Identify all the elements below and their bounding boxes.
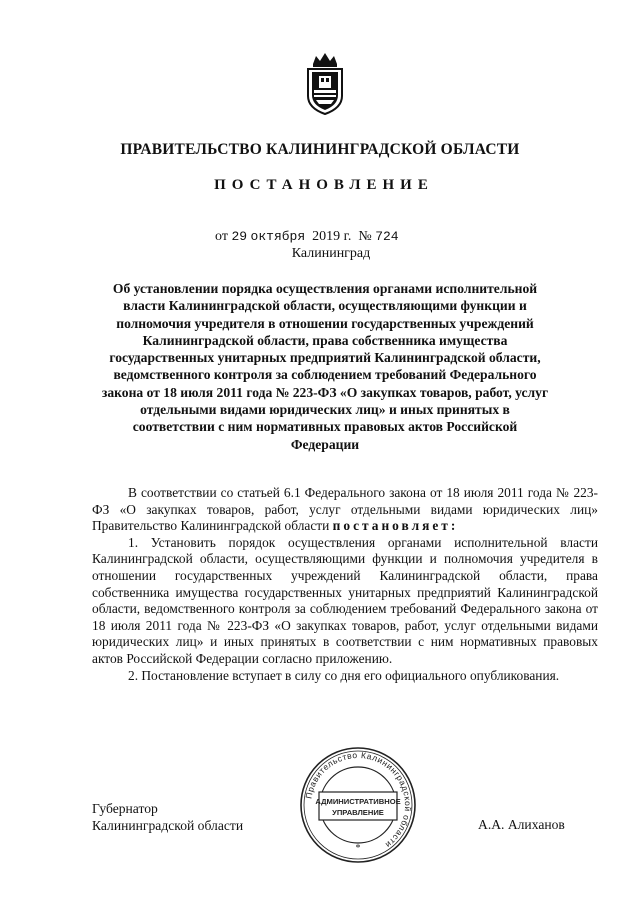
preamble-text: В соответствии со статьей 6.1 Федерального закона от 18 июля 2011 года № 223-ФЗ «О закупках товаров, работ, услуг отдельными видами юридических лиц» Правительство Калининградской области [92, 485, 598, 534]
item-2-paragraph: 2. Постановление вступает в силу со дня его официального опубликования. [128, 667, 560, 683]
document-city: Калининград [291, 246, 371, 261]
official-stamp [299, 746, 417, 864]
coat-of-arms-icon [304, 50, 346, 116]
document-type-title: ПОСТАНОВЛЕНИЕ [214, 177, 434, 193]
date-prefix: от [215, 229, 228, 244]
number-sign: № [358, 229, 372, 244]
date-month: октября [250, 229, 306, 244]
document-date-line [215, 229, 399, 245]
stamp-ring-text: Правительство Калининградской области [303, 749, 414, 851]
svg-text:*: * [355, 843, 361, 854]
decree-word: постановляет: [332, 518, 459, 534]
stamp-center-line-1: АДМИНИСТРАТИВНОЕ [315, 797, 401, 806]
position-line-2: Калининградской области [92, 818, 244, 833]
position-line-1: Губернатор [92, 801, 158, 816]
date-day: 29 [231, 229, 248, 244]
document-number: 724 [375, 229, 399, 244]
preamble-paragraph [92, 485, 598, 535]
item-1-paragraph: 1. Установить порядок осуществления органами исполнительной власти Калининградской области, осуществляющими функции и полномочия учредителя в отношении государственных учреждений Калининградской области, права собственника имущества государственных унитарных предприятий Калининградской области, ведомственного контроля за соблюдением требований Федерального закона от 18 июля 2011 года № 223-ФЗ «О закупках товаров, работ, услуг отдельными видами юридических лиц» и иных принятых в соответствии с ним нормативных правовых актов Российской Федерации согласно приложению. [92, 534, 598, 666]
date-year: 2019 г. [312, 229, 352, 244]
document-subject: Об установлении порядка осуществления органами исполнительной власти Калининградской области, осуществляющими функции и полномочия учредителя в отношении государственных учреждений Калининградской области, права собственника имущества государственных унитарных предприятий Калининградской области, ведомственного контроля за соблюдением требований Федерального закона от 18 июля 2011 года № 223-ФЗ «О закупках товаров, работ, услуг отдельными видами юридических лиц» и иных принятых в соответствии с ним нормативных правовых актов Российской Федерации [101, 281, 549, 452]
signatory-name: А.А. Алиханов [478, 817, 565, 832]
signatory-position [92, 800, 243, 834]
stamp-center-line-2: УПРАВЛЕНИЕ [332, 808, 384, 817]
document-body [92, 485, 598, 684]
government-title: ПРАВИТЕЛЬСТВО КАЛИНИНГРАДСКОЙ ОБЛАСТИ [120, 141, 520, 158]
